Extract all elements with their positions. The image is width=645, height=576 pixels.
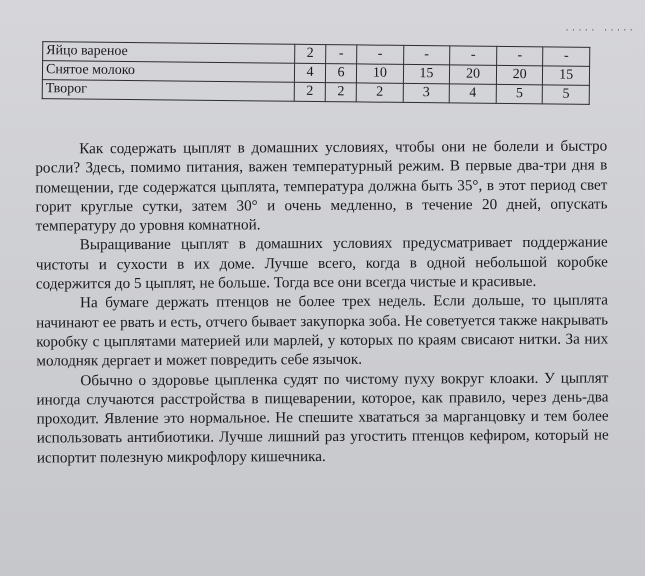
table-cell: 15 <box>403 64 450 83</box>
table-cell: 2 <box>356 83 403 102</box>
row-label: Снятое молоко <box>42 61 294 83</box>
table-cell: 2 <box>294 82 325 101</box>
table-cell: 20 <box>496 65 543 84</box>
table-cell: - <box>326 45 357 64</box>
row-label: Творог <box>42 80 294 102</box>
table-cell: 20 <box>450 65 497 84</box>
article-text <box>35 137 609 468</box>
table-cell: 15 <box>543 66 590 85</box>
table-cell: 3 <box>403 83 450 102</box>
table-cell: - <box>403 45 450 64</box>
table-cell: - <box>450 46 497 65</box>
table-cell: 2 <box>325 83 356 102</box>
table-cell: 10 <box>356 64 403 83</box>
table-cell: 4 <box>294 63 325 82</box>
paragraph: Обычно о здоровье цыпленка судят по чистому пуху вокруг клоаки. У цыплят иногда случаются расстройства в пищеварении, которое, как правило, через день-два проходит. Явление это нормальное. Не спешите хвататься за марганцовку и тем более использовать антибиотики. Лучше лишний раз угостить птенцов кефиром, который не испортит полезную микрофлору кишечника. <box>36 369 609 467</box>
paragraph: Выращивание цыплят в домашних условиях предусматривает поддержание чистоты и сухости в их доме. Лучше всего, когда в одной небольшой коробке содержится до 5 цыплят, не больше. Тогда все они всегда чистые и красивые. <box>35 233 608 293</box>
corner-mark: ····· ····· <box>564 26 635 36</box>
table-cell: 6 <box>325 64 356 83</box>
feeding-table <box>42 41 591 105</box>
table-cell: 5 <box>543 85 590 104</box>
paragraph: На бумаге держать птенцов не более трех недель. Если дольше, то цыплята начинают ее рвать и есть, отчего бывает закупорка зоба. Не советуется также накрывать коробку с цыплятами материей или марлей, у которых по краям свисают нитки. За них молодняк дергает и может повредить себе язычок. <box>36 291 609 370</box>
paragraph: Как содержать цыплят в домашних условиях, чтобы они не болели и быстро росли? Здесь, помимо питания, важен температурный режим. В первые два-три дня в помещении, где содержатся цыплята, температура должна быть 35°, в этот период свет горит круглые сутки, затем 30° и очень медленно, в течение 20 дней, опускать температуру до уровня комнатной. <box>35 137 608 235</box>
table-cell: - <box>543 47 590 66</box>
table-cell: 5 <box>496 84 543 103</box>
table-cell: - <box>496 46 543 65</box>
row-label: Яйцо вареное <box>43 42 295 64</box>
table-cell: 2 <box>295 44 326 63</box>
table-cell: 4 <box>449 84 496 103</box>
table-cell: - <box>357 45 404 64</box>
